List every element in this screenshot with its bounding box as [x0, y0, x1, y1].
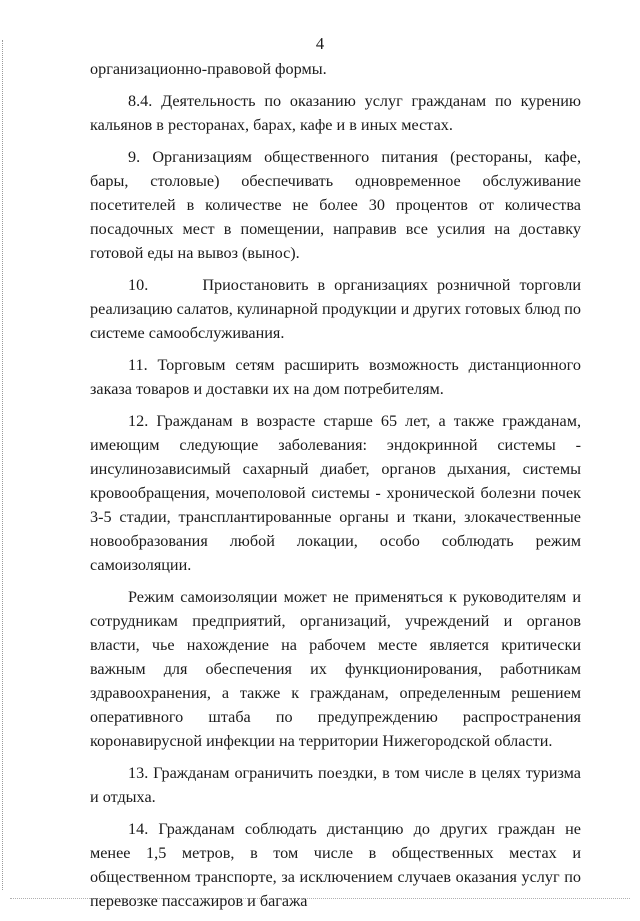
- paragraph-8-4: 8.4. Деятельность по оказанию услуг гражданам по курению кальянов в ресторанах, барах, кафе и в иных местах.: [90, 92, 581, 134]
- paragraph-13: 13. Гражданам ограничить поездки, в том числе в целях туризма и отдыха.: [90, 764, 581, 806]
- scan-left-edge: [2, 40, 3, 890]
- paragraph-continuation: организационно-правовой формы.: [90, 60, 327, 78]
- paragraph-9: 9. Организациям общественного питания (рестораны, кафе, бары, столовые) обеспечивать одновременное обслуживание посетителей в количестве не более 30 процентов от количества посадочных мест в помещении, направив все усилия на доставку готовой еды на вывоз (вынос).: [90, 148, 581, 262]
- paragraph-14: 14. Гражданам соблюдать дистанцию до других граждан не менее 1,5 метров, в том числе в общественных местах и общественном транспорте, за исключением случаев оказания услуг по перевозке пассажиров и багажа: [90, 820, 581, 910]
- paragraph-11: 11. Торговым сетям расширить возможность дистанционного заказа товаров и доставки их на дом потребителям.: [90, 356, 581, 398]
- paragraph-self-isolation: Режим самоизоляции может не применяться к руководителям и сотрудникам предприятий, организаций, учреждений и органов власти, чье нахождение на рабочем месте является критически важным для обеспечения их функционирования, работникам здравоохранения, а также к гражданам, определенным решением оперативного штаба по предупреждению распространения коронавирусной инфекции на территории Нижегородской области.: [90, 588, 581, 750]
- document-body: [90, 57, 586, 921]
- paragraph-12: 12. Гражданам в возрасте старше 65 лет, а также гражданам, имеющим следующие заболевания: эндокринной системы - инсулинозависимый сахарный диабет, органов дыхания, системы кровообращения, мочеполовой системы - хронической болезни почек 3-5 стадии, трансплантированные органы и ткани, злокачественные новообразования любой локации, особо соблюдать режим самоизоляции.: [90, 412, 581, 574]
- page-number: 4: [315, 34, 325, 53]
- paragraph-10: 10. Приостановить в организациях розничной торговли реализацию салатов, кулинарной продукции и других готовых блюд по системе самообслуживания.: [90, 276, 586, 342]
